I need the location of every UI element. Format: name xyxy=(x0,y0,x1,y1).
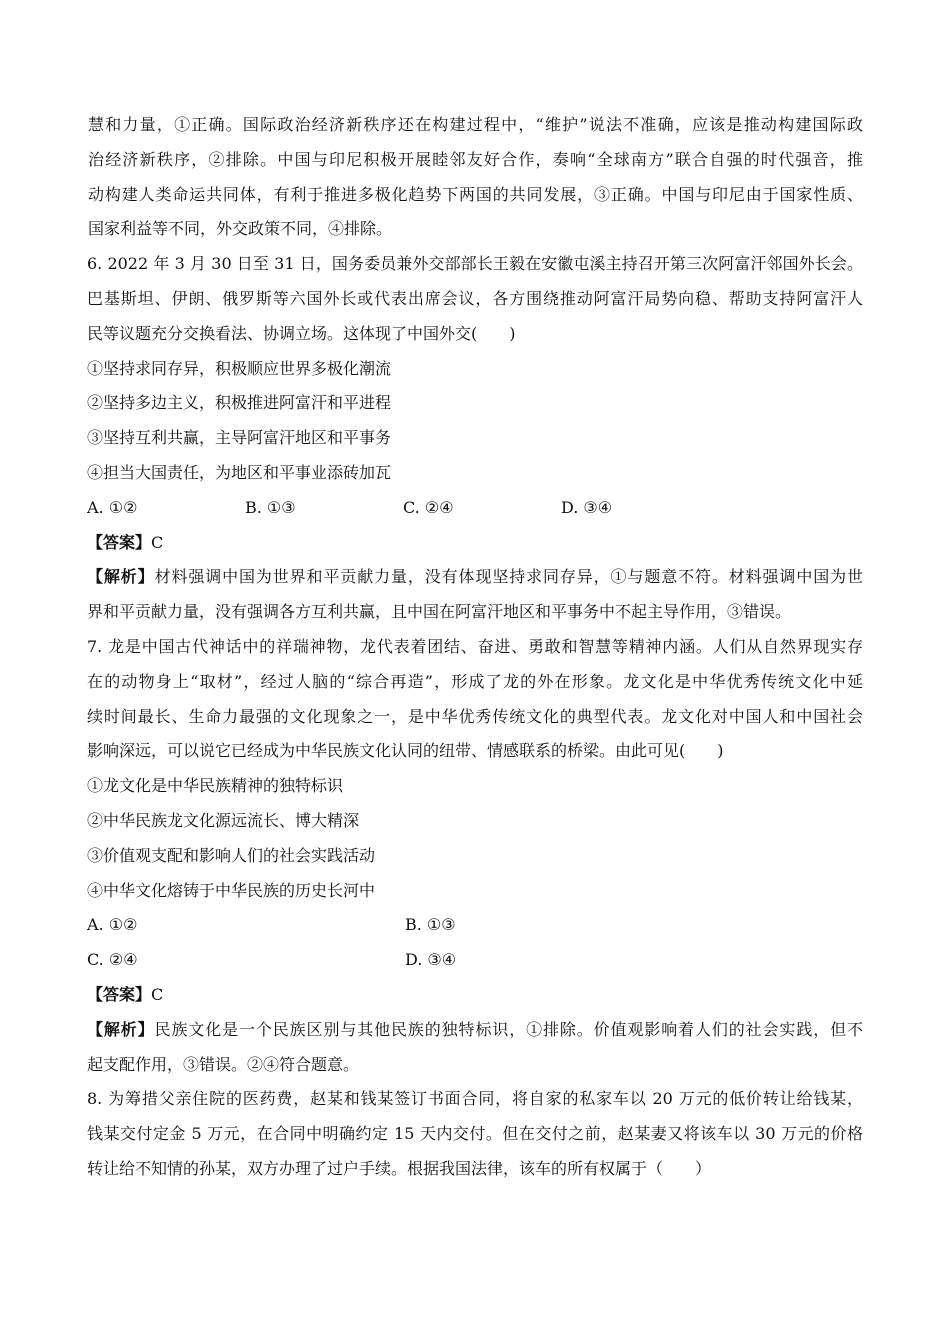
analysis-tag: 【解析】 xyxy=(87,567,155,587)
analysis-text: 民族文化是一个民族区别与其他民族的独特标识，①排除。价值观影响着人们的社会实践，但不 xyxy=(154,1019,863,1039)
question-stem-line: 在的动物身上“取材”，经过人脑的“综合再造”，形成了龙的外在形象。龙文化是中华优秀传统文化中延 xyxy=(87,671,863,691)
text-line: 国家利益等不同，外交政策不同，④排除。 xyxy=(88,219,393,239)
statement: ③价值观支配和影响人们的社会实践活动 xyxy=(87,845,376,865)
analysis-line xyxy=(87,560,863,595)
statement: ①坚持求同存异，积极顺应世界多极化潮流 xyxy=(87,358,392,378)
question-stem-line: 民等议题充分交换看法、协调立场。这体现了中国外交( ) xyxy=(87,323,516,343)
statement: ②中华民族龙文化源远流长、博大精深 xyxy=(87,810,360,830)
statement: ③坚持互利共赢，主导阿富汗地区和平事务 xyxy=(87,428,392,448)
question-8 xyxy=(87,1082,863,1186)
question-stem-line: 影响深远，可以说它已经成为中华民族文化认同的纽带、情感联系的桥梁。由此可见( ) xyxy=(87,741,724,761)
analysis-text: 材料强调中国为世界和平贡献力量，没有体现坚持求同存异，①与题意不符。材料强调中国为世 xyxy=(154,567,863,587)
question-stem-line: 钱某交付定金 5 万元，在合同中明确约定 15 天内交付。但在交付之前，赵某妻又将该车以 30 万元的价格 xyxy=(87,1124,863,1144)
question-stem-line: 7. 龙是中国古代神话中的祥瑞神物，龙代表着团结、奋进、勇敢和智慧等精神内涵。人们从自然界现实存 xyxy=(87,636,863,656)
answer-line xyxy=(87,526,863,561)
question-stem-line: 巴基斯坦、伊朗、俄罗斯等六国外长或代表出席会议，各方围绕推动阿富汗局势向稳、帮助支持阿富汗人 xyxy=(87,288,863,308)
option-c: C. ②④ xyxy=(403,497,454,517)
question-6 xyxy=(87,247,863,630)
option-c: C. ②④ xyxy=(87,950,138,970)
answer-value: C xyxy=(151,532,164,552)
options-row xyxy=(87,908,863,943)
options-row xyxy=(87,943,863,978)
option-b: B. ①③ xyxy=(405,915,456,935)
analysis-line: 界和平贡献力量，没有强调各方互利共赢，且中国在阿富汗地区和平事务中不起主导作用，③错误。 xyxy=(87,602,792,622)
analysis-line: 起支配作用，③错误。②④符合题意。 xyxy=(87,1054,360,1074)
text-line: 治经济新秩序，②排除。中国与印尼积极开展睦邻友好合作，奏响“全球南方”联合自强的时代强音，推 xyxy=(88,149,863,169)
option-d: D. ③④ xyxy=(561,497,613,517)
question-stem-line: 8. 为筹措父亲住院的医药费，赵某和钱某签订书面合同，将自家的私家车以 20 万元的低价转让给钱某， xyxy=(87,1089,863,1109)
statement: ①龙文化是中华民族精神的独特标识 xyxy=(87,776,344,796)
question-stem-line: 6. 2022 年 3 月 30 日至 31 日，国务委员兼外交部部长王毅在安徽屯溪主持召开第三次阿富汗邻国外长会。 xyxy=(87,254,863,274)
page-content xyxy=(88,108,863,1187)
option-b: B. ①③ xyxy=(245,497,296,517)
prev-analysis xyxy=(88,108,863,247)
question-stem-line: 续时间最长、生命力最强的文化现象之一，是中华优秀传统文化的典型代表。龙文化对中国人和中国社会 xyxy=(87,706,863,726)
answer-line xyxy=(87,978,863,1013)
option-d: D. ③④ xyxy=(405,950,457,970)
statement: ④中华文化熔铸于中华民族的历史长河中 xyxy=(87,880,376,900)
statement: ②坚持多边主义，积极推进阿富汗和平进程 xyxy=(87,393,392,413)
answer-value: C xyxy=(151,984,164,1004)
text-line: 动构建人类命运共同体，有利于推进多极化趋势下两国的共同发展，③正确。中国与印尼由于国家性质、 xyxy=(88,184,863,204)
question-7 xyxy=(87,630,863,1082)
statement: ④担当大国责任，为地区和平事业添砖加瓦 xyxy=(87,462,392,482)
question-stem-line: 转让给不知情的孙某，双方办理了过户手续。根据我国法律，该车的所有权属于（ ） xyxy=(87,1158,712,1178)
option-a: A. ①② xyxy=(87,915,138,935)
answer-tag: 【答案】 xyxy=(87,984,152,1004)
analysis-line xyxy=(87,1013,863,1048)
text-line: 慧和力量，①正确。国际政治经济新秩序还在构建过程中，“维护”说法不准确，应该是推动构建国际政 xyxy=(88,115,863,134)
analysis-tag: 【解析】 xyxy=(87,1019,155,1039)
options-row xyxy=(87,491,863,526)
answer-tag: 【答案】 xyxy=(87,532,152,552)
option-a: A. ①② xyxy=(87,497,138,517)
